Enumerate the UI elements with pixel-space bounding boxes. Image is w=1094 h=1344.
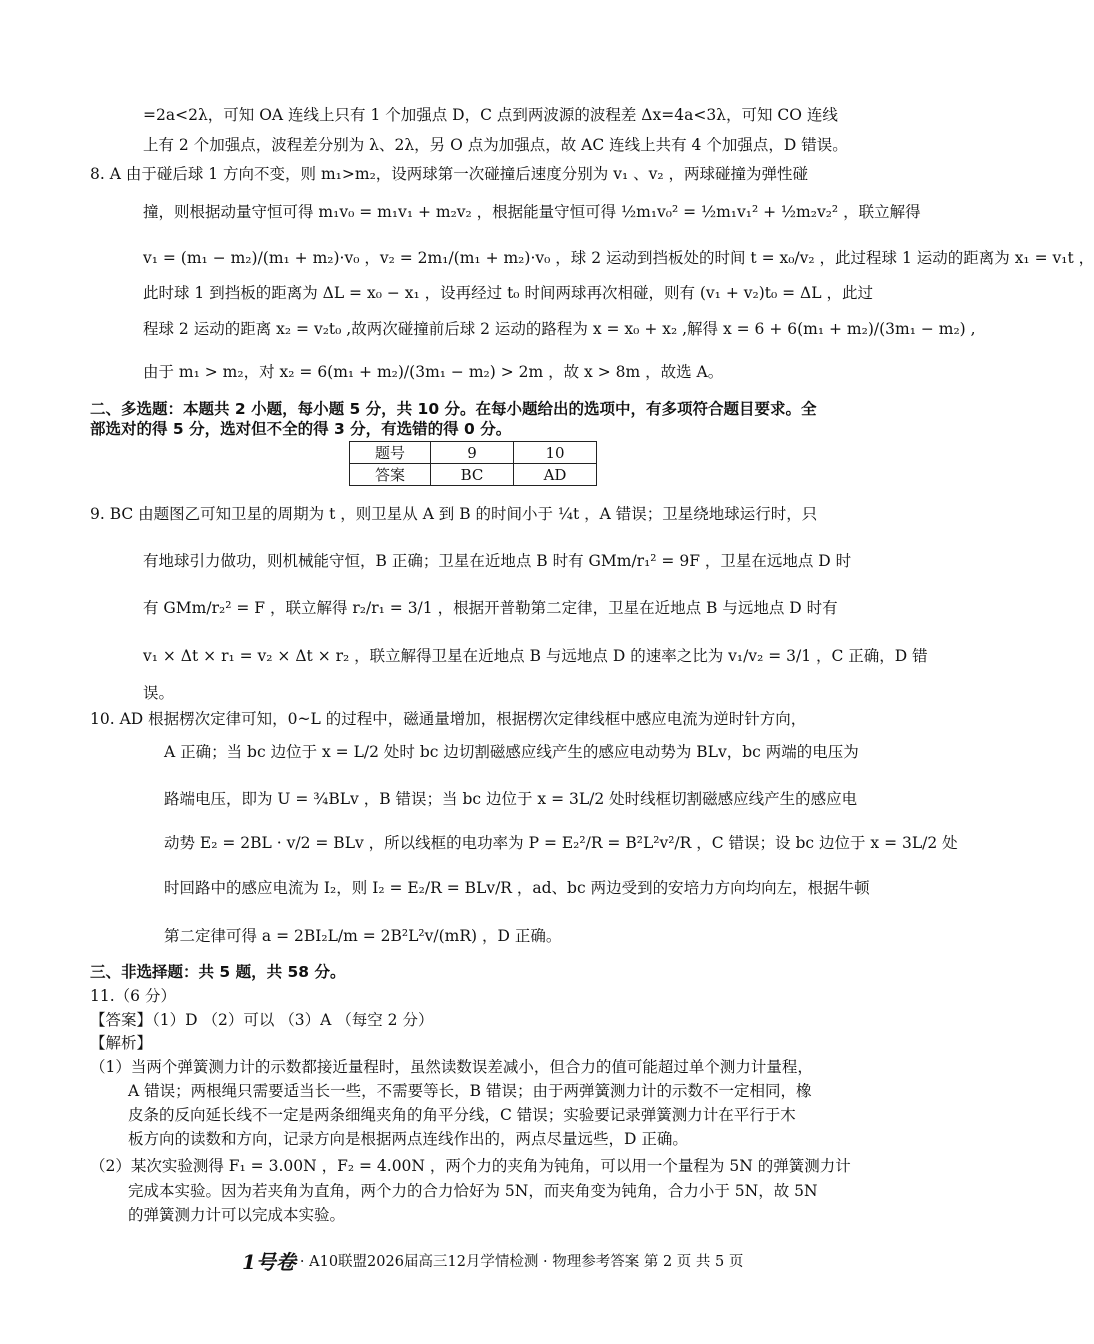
table-cell: AD [514, 464, 597, 486]
page-footer [242, 1246, 743, 1275]
text-line: 路端电压，即为 U = ¾BLv ，B 错误；当 bc 边位于 x = 3L/2 处时线框切割磁感应线产生的感应电 [164, 790, 858, 808]
answer-table [349, 441, 597, 486]
text-line: v₁ × Δt × r₁ = v₂ × Δt × r₂ ，联立解得卫星在近地点 B 与远地点 D 的速率之比为 v₁/v₂ = 3/1 ，C 正确，D 错 [143, 647, 928, 665]
question-number: 11.（6 分） [90, 987, 176, 1005]
text-line: v₁ = (m₁ − m₂)/(m₁ + m₂)·v₀ ，v₂ = 2m₁/(m₁ + m₂)·v₀ ，球 2 运动到挡板处的时间 t = x₀/v₂ ，此过程球 1 运动的距离为 x₁ = v₁t ， [143, 249, 1094, 267]
table-cell: 答案 [350, 464, 431, 486]
table-row [350, 442, 597, 464]
text-line: 皮条的反向延长线不一定是两条细绳夹角的角平分线，C 错误；实验要记录弹簧测力计在平行于木 [128, 1106, 796, 1124]
text-line: （1）当两个弹簧测力计的示数都接近量程时，虽然读数误差减小，但合力的值可能超过单个测力计量程， [90, 1058, 813, 1076]
answer-9-line: 9. BC 由题图乙可知卫星的周期为 t ，则卫星从 A 到 B 的时间小于 ¼t ，A 错误；卫星绕地球运行时，只 [90, 505, 818, 523]
text-line: 完成本实验。因为若夹角为直角，两个力的合力恰好为 5N，而夹角变为钝角，合力小于 5N，故 5N [128, 1182, 818, 1200]
footer-text: · A10联盟2026届高三12月学情检测 · 物理参考答案 第 2 页 共 5 页 [299, 1254, 744, 1270]
text-line: A 正确；当 bc 边位于 x = L/2 处时 bc 边切割磁感应线产生的感应电动势为 BLv，bc 两端的电压为 [164, 743, 859, 761]
text-line: =2a<2λ，可知 OA 连线上只有 1 个加强点 D，C 点到两波源的波程差 Δx=4a<3λ，可知 CO 连线 [143, 106, 838, 124]
text-line: 有地球引力做功，则机械能守恒，B 正确；卫星在近地点 B 时有 GMm/r₁² = 9F ，卫星在远地点 D 时 [143, 552, 852, 570]
analysis-heading: 【解析】 [90, 1034, 153, 1052]
text-line: 第二定律可得 a = 2BI₂L/m = 2B²L²v/(mR) ，D 正确。 [164, 927, 562, 945]
answer-8-line: 8. A 由于碰后球 1 方向不变，则 m₁>m₂，设两球第一次碰撞后速度分别为 v₁ 、v₂ ，两球碰撞为弹性碰 [90, 165, 809, 183]
text-line: A 错误；两根绳只需要适当长一些，不需要等长，B 错误；由于两弹簧测力计的示数不一定相同，橡 [128, 1082, 812, 1100]
text-line: 的弹簧测力计可以完成本实验。 [128, 1206, 346, 1224]
table-row [350, 464, 597, 486]
text-line: 程球 2 运动的距离 x₂ = v₂t₀ ,故两次碰撞前后球 2 运动的路程为 x = x₀ + x₂ ,解得 x = 6 + 6(m₁ + m₂)/(3m₁ − m₂) , [143, 320, 976, 338]
table-header-cell: 9 [431, 442, 514, 464]
answer-line: 【答案】（1）D （2）可以 （3）A （每空 2 分） [90, 1011, 434, 1029]
text-line: 此时球 1 到挡板的距离为 ΔL = x₀ − x₁ ，设再经过 t₀ 时间两球再次相碰，则有 (v₁ + v₂)t₀ = ΔL ，此过 [143, 284, 873, 302]
table-header-cell: 10 [514, 442, 597, 464]
text-line: 时回路中的感应电流为 I₂，则 I₂ = E₂/R = BLv/R ，ad、bc 两边受到的安培力方向均向左，根据牛顿 [164, 879, 870, 897]
table-cell: BC [431, 464, 514, 486]
brand-logo: 1号卷 [242, 1250, 296, 1274]
text-line: 有 GMm/r₂² = F ，联立解得 r₂/r₁ = 3/1 ，根据开普勒第二定律，卫星在近地点 B 与远地点 D 时有 [143, 599, 838, 617]
text-line: 撞，则根据动量守恒可得 m₁v₀ = m₁v₁ + m₂v₂ ，根据能量守恒可得 ½m₁v₀² = ½m₁v₁² + ½m₂v₂² ，联立解得 [143, 203, 921, 221]
text-line: 板方向的读数和方向，记录方向是根据两点连线作出的，两点尽量远些，D 正确。 [128, 1130, 688, 1148]
section-heading: 部选对的得 5 分，选对但不全的得 3 分，有选错的得 0 分。 [90, 420, 512, 438]
text-line: 由于 m₁ > m₂，对 x₂ = 6(m₁ + m₂)/(3m₁ − m₂) > 2m ，故 x > 8m ，故选 A。 [143, 363, 724, 381]
answer-10-line: 10. AD 根据楞次定律可知，0~L 的过程中，磁通量增加，根据楞次定律线框中感应电流为逆时针方向， [90, 710, 807, 728]
section-heading: 三、非选择题：共 5 题，共 58 分。 [90, 963, 346, 981]
text-line: 误。 [143, 684, 175, 702]
text-line: 动势 E₂ = 2BL · v/2 = BLv ，所以线框的电功率为 P = E₂²/R = B²L²v²/R ，C 错误；设 bc 边位于 x = 3L/2 处 [164, 834, 958, 852]
table-header-cell: 题号 [350, 442, 431, 464]
text-line: （2）某次实验测得 F₁ = 3.00N ，F₂ = 4.00N ，两个力的夹角为钝角，可以用一个量程为 5N 的弹簧测力计 [90, 1157, 851, 1175]
section-heading: 二、多选题：本题共 2 小题，每小题 5 分，共 10 分。在每小题给出的选项中，有多项符合题目要求。全 [90, 400, 817, 418]
text-line: 上有 2 个加强点，波程差分别为 λ、2λ，另 O 点为加强点，故 AC 连线上共有 4 个加强点，D 错误。 [143, 136, 848, 154]
